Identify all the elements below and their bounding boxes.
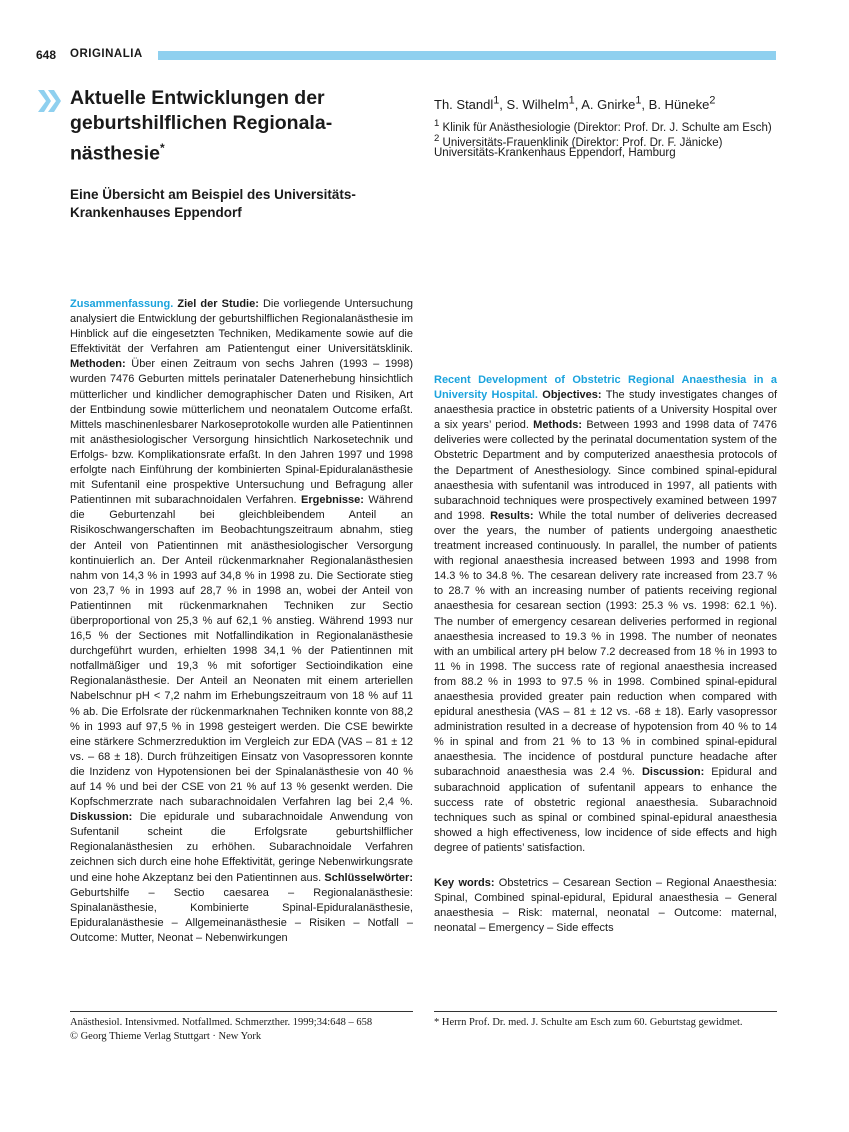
affiliation: $^1$ Klinik für Anästhesiologie (Direktor: Prof. Dr. J. Schulte am Esch) <box>434 118 772 134</box>
abstract-label: Ergebnisse: <box>300 494 364 507</box>
keywords-label: Schlüsselwörter: <box>324 871 413 884</box>
footnote: * Herrn Prof. Dr. med. J. Schulte am Esch zum 60. Geburtstag gewidmet. <box>434 1017 743 1028</box>
abstract-label: Diskussion: <box>70 811 133 824</box>
abstract-text: The study investigates changes of anaesthesia practice in obstetric patients of a University Hospital over a six years’ period. <box>434 389 777 432</box>
keywords-text: Geburtshilfe – Sectio caesarea – Regionalanästhesie: Spinalanästhesie, Kombinierte Spinal-Epiduralanästhesie, Epiduralanästhesie – Allgemeinanästhesie – Risiken – Notfall – Outcome: Mutter, Neonat – Nebenwirkungen <box>70 886 413 944</box>
author: B. Hüneke$^2$ <box>648 95 716 113</box>
title-text: Aktuelle Entwicklungen der geburtshilflichen Regionala-nästhesie <box>70 87 333 165</box>
abstract-label: Methoden: <box>70 358 126 371</box>
abstract-text: Epidural and subarachnoid application of sufentanil appears to enhance the success rate of obstetric regional anaesthesia. Subarachnoid techniques such as spinal or combined spinal-epidural anaesthesia showed a high effectiveness, low incidence of side effects and high degree of patients’ satisfaction. <box>434 766 777 854</box>
abstract-text: Während die Geburtenzahl bei gleichbleibendem Anteil an Risikoschwangerschaften im Beobachtungszeitraum abnahm, stieg der Anteil von Patientinnen mit anästhesiologischer Versorgung kontinuierlich an. Der Anteil rückenmarknaher Regionalanästhesien nahm von 14,3 % in 1993 auf 34,8 % in 1998 zu. Die Sectiorate stieg von 23,7 % in 1993 auf 28,7 % in 1998 an, wobei der Anteil von Patientinnen mit rückenmarknahen Techniken zur Sectio überproportional von 25,3 % auf 62,1 % anstieg. Während 1993 nur 16,5 % der Sectiones mit Notfallindikation in Regionalanästhesie durchgeführt wurden, erhielten 1998 34,1 % der Patientinnen mit notfallmäßiger und 19,3 % mit sofortiger Sectioindikation eine Regionalanästhesie. Der Anteil an Neonaten mit einem arteriellen Nabelschnur pH < 7,2 nahm im Erhebungszeitraum von 18 % auf 11 % ab. Die Erfolsrate der rückenmarknahen Techniken konnte von 88,2 % in 1993 auf 97,5 % in 1998 gesteigert werden. Die CSE bewirkte eine stärkere Schmerzreduktion im Vergleich zur EDA (VAS – 81 ± 12 vs. – 68 ± 18). Durch frühzeitigen Einsatz von Vasopressoren konnte die Inzidenz von Hypotensionen bei der Spinalanästhesie von 40 % auf 14 % und bei der CSE von 21 % auf 13 % gesenkt werden. Die Kopfschmerzrate nach subarachnoidalen Verfahren lag bei 2,4 %. <box>70 494 413 809</box>
german-abstract <box>70 297 413 946</box>
abstract-text: Between 1993 and 1998 data of 7476 deliveries were collected by the perinatal documentation system of the Obstetric Department and by computerized anaesthesia protocols of the Department of Anesthesiology. Since combined spinal-epidural anaesthesia with sufentanil was introduced in 1997, all patients with subarachnoid techniques were prospectively examined between 1997 and 1998. <box>434 419 777 522</box>
abstract-label: Results: <box>490 509 534 522</box>
abstract-text: Die epidurale und subarachnoidale Anwendung von Sufentanil scheint die Erfolgsrate geburtshilflicher Regionalanästhesien zu erhöhen. Subarachnoidale Verfahren zeichnen sich durch eine hohe Effektivität, geringe Nebenwirkungsrate und eine hohe Akzeptanz bei den Patientinnen aus. <box>70 811 414 884</box>
abstract-label: Ziel der Studie: <box>177 298 259 310</box>
header-bar <box>158 51 776 60</box>
abstract-heading: Zusammenfassung. <box>70 298 174 310</box>
article-title <box>70 86 400 167</box>
abstract-heading: Recent Development of Obstetric Regional Anaesthesia in a University Hospital. <box>434 374 777 402</box>
page-number: 648 <box>36 48 57 62</box>
author: Th. Standl$^1$, <box>434 95 507 113</box>
english-abstract <box>434 297 777 936</box>
author-list <box>434 92 814 114</box>
keywords-text: Obstetrics – Cesarean Section – Regional Anaesthesia: Spinal, Combined spinal-epidural, Epidural anaesthesia – General anaesthesia – Risk: maternal, neonatal – Outcome: maternal, neonatal – Emergency – Side effects <box>434 877 777 935</box>
article-subtitle: Eine Übersicht am Beispiel des Universitäts-Krankenhauses Eppendorf <box>70 187 356 220</box>
citation-footer <box>70 1011 413 1044</box>
author: A. Gnirke$^1$, <box>581 95 649 113</box>
affiliation: Universitäts-Krankenhaus Eppendorf, Hamburg <box>434 147 676 159</box>
section-label: ORIGINALIA <box>70 48 143 60</box>
abstract-text: While the total number of deliveries decreased over the years, the number of patients undergoing anaesthetic treatment increased continuously. In parallel, the number of patients with regional anaesthesia increased between 1993 and 1998 from 14.3 % to 34.8 %. The cesarean delivery rate increased from 23.7 % to 28.7 % with an increasing number of patients receiving regional anaesthesia for cesarean section (1993: 25.3 % vs. 1998: 62.1 %). The number of emergency cesarean deliveries performed in regional anaesthesia increased to 19.3 % in 1998. The number of neonates with an umbilical artery pH below 7.2 decreased from 18 % in 1993 to 11 % in 1998. The success rate of regional anaesthesia increased from 88.2 % in 1993 to 97.5 % in 1998. Combined spinal-epidural anaesthesia provided greater pain reduction when compared with epidural anesthesia (VAS – 81 ± 12 vs. -68 ± 18). Early vasopressor administration resulted in a decrease of hypotension from 40 % to 14 % in spinal and from 21 % to 13 % in combined spinal-epidural anaesthesia. The incidence of postdural puncture headache after subarachnoid anaesthesia was 2.4 %. <box>434 509 778 779</box>
double-chevron-icon <box>36 88 62 114</box>
author: S. Wilhelm$^1$, <box>506 95 582 113</box>
continuation-spacer <box>434 297 777 373</box>
running-header <box>36 48 776 64</box>
abstract-label: Objectives: <box>542 389 602 402</box>
dedication-footnote <box>434 1011 777 1030</box>
affiliation: $^2$ Universitäts-Frauenklinik (Direktor: Prof. Dr. F. Jänicke) <box>434 133 723 149</box>
publisher: © Georg Thieme Verlag Stuttgart · New York <box>70 1031 262 1042</box>
keywords-label: Key words: <box>434 877 495 889</box>
abstract-text: Die vorliegende Untersuchung analysiert die Entwicklung der geburtshilflichen Regionalanästhesie im Hinblick auf die eingesetzten Techniken, Medikamente sowie auf die Effektivität der Verfahren am Patientengut einer Universitätsklinik. <box>70 298 413 356</box>
abstract-label: Discussion: <box>641 766 705 779</box>
abstract-label: Methods: <box>533 419 583 432</box>
citation: Anästhesiol. Intensivmed. Notfallmed. Schmerzther. 1999;34:648 – 658 <box>70 1017 373 1028</box>
title-footnote-mark: * <box>159 141 165 155</box>
abstract-text: Über einen Zeitraum von sechs Jahren (1993 – 1998) wurden 7476 Geburten mittels perinataler Datenerhebung hinsichtlich mütterlicher und kindlicher demographischer Daten und Risiken, Art der Entbindung sowie mütterlichem und neonatalem Outcome erfaßt. Mittels maschinenlesbarer Narkoseprotokolle wurden alle Patientinnen mit anästhesiologischer Versorgung hinsichtlich Narkosetechnik und Erfolgs- bzw. Komplikationsrate erfaßt. In den Jahren 1997 und 1998 erfolgte nach Einführung der kombinierten Spinal-Epiduralanästhesie mit Sufentanil eine prospektive Untersuchung und Befragung aller Patientinnen mit subarachnoidalen Verfahren. <box>70 358 414 507</box>
